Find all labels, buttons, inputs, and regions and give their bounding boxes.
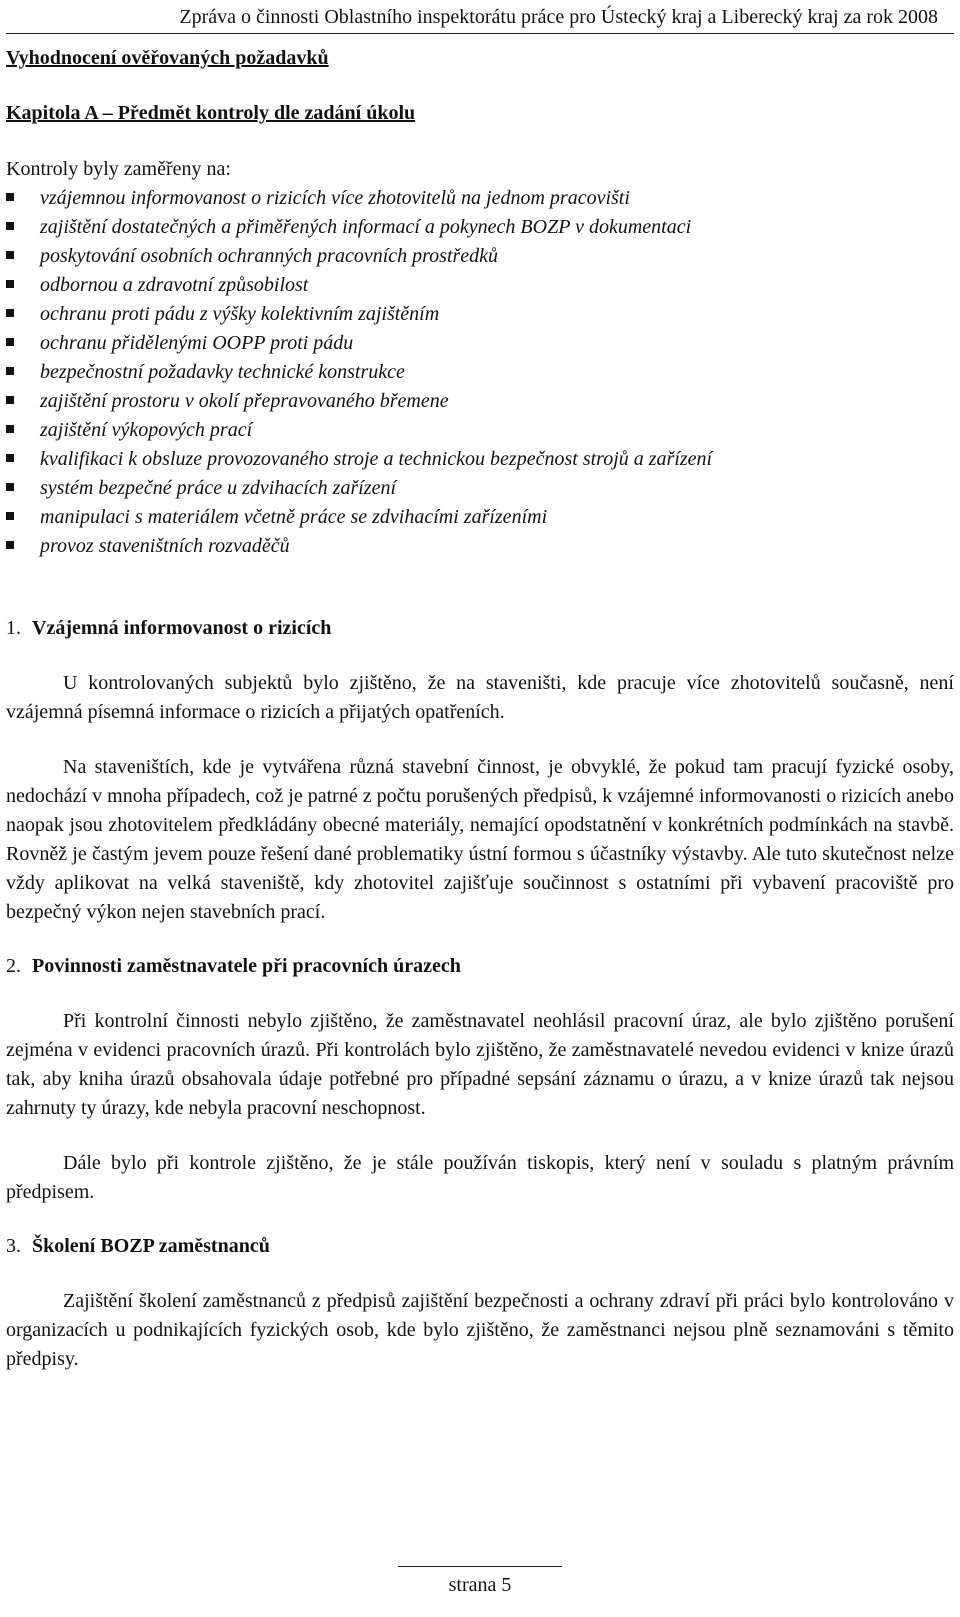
list-item [6, 503, 954, 532]
section-2 [6, 952, 954, 1207]
section-3 [6, 1232, 954, 1374]
square-bullet-icon [6, 425, 14, 433]
footer-divider [398, 1566, 562, 1567]
paragraph: Dále bylo při kontrole zjištěno, že je stále používán tiskopis, který není v souladu s platným právním předpisem. [6, 1152, 954, 1203]
paragraph: Zajištění školení zaměstnanců z předpisů zajištění bezpečnosti a ochrany zdraví při práci bylo kontrolováno v organizacích u podnikajících fyzických osob, kde bylo zjištěno, že zaměstnanci nejsou plně seznamováni s těmito předpisy. [6, 1290, 954, 1370]
square-bullet-icon [6, 222, 14, 230]
list-item [6, 213, 954, 242]
list-item-text: zajištění dostatečných a přiměřených informací a pokynech BOZP v dokumentaci [40, 216, 692, 238]
section-heading [6, 1232, 954, 1261]
list-item [6, 184, 954, 213]
list-item-text: zajištění prostoru v okolí přepravovaného břemene [40, 390, 449, 412]
list-item [6, 242, 954, 271]
square-bullet-icon [6, 541, 14, 549]
list-item-text: manipulaci s materiálem včetně práce se zdvihacími zařízeními [40, 506, 548, 528]
square-bullet-icon [6, 309, 14, 317]
list-item-text: odbornou a zdravotní způsobilost [40, 274, 309, 296]
section-heading [6, 614, 954, 643]
intro-text: Kontroly byly zaměřeny na: [6, 158, 231, 180]
list-item [6, 416, 954, 445]
page-number: strana 5 [448, 1574, 512, 1596]
square-bullet-icon [6, 367, 14, 375]
section-1 [6, 614, 954, 927]
list-item-text: ochranu proti pádu z výšky kolektivním zajištěním [40, 303, 440, 325]
list-item-text: zajištění výkopových prací [40, 419, 253, 441]
list-item [6, 271, 954, 300]
section-title: Vzájemná informovanost o rizicích [32, 617, 332, 639]
section-title: Povinnosti zaměstnavatele při pracovních úrazech [32, 955, 461, 977]
list-item-text: provoz staveništních rozvaděčů [40, 535, 290, 557]
chapter-heading: Kapitola A – Předmět kontroly dle zadání úkolu [6, 102, 416, 124]
section-title: Školení BOZP zaměstnanců [32, 1235, 270, 1257]
list-item-text: bezpečnostní požadavky technické konstrukce [40, 361, 405, 383]
list-item-text: poskytování osobních ochranných pracovních prostředků [40, 245, 499, 267]
square-bullet-icon [6, 193, 14, 201]
paragraph: Při kontrolní činnosti nebylo zjištěno, že zaměstnavatel neohlásil pracovní úraz, ale bylo zjištěno porušení zejména v evidenci pracovních úrazů. Při kontrolách bylo zjištěno, že zaměstnavatelé nevedou evidenci v knize úrazů tak, aby kniha úrazů obsahovala údaje potřebné pro případné sepsání záznamu o úrazu, a v knize úrazů tak nejsou zahrnuty ty úrazy, kde nebyla pracovní neschopnost. [6, 1010, 954, 1119]
header-divider [6, 33, 954, 34]
list-item-text: ochranu přidělenými OOPP proti pádu [40, 332, 354, 354]
section-number: 2. [6, 955, 21, 977]
section-number: 3. [6, 1235, 21, 1257]
list-item-text: vzájemnou informovanost o rizicích více zhotovitelů na jednom pracovišti [40, 187, 630, 209]
page-content [6, 44, 954, 1374]
square-bullet-icon [6, 280, 14, 288]
square-bullet-icon [6, 396, 14, 404]
list-item [6, 358, 954, 387]
list-item [6, 300, 954, 329]
running-header: Zpráva o činnosti Oblastního inspektorátu práce pro Ústecký kraj a Liberecký kraj za rok 2008 [179, 6, 938, 28]
paragraph: Na staveništích, kde je vytvářena různá stavební činnost, je obvyklé, že pokud tam pracují fyzické osoby, nedochází v mnoha případech, což je patrné z počtu porušených předpisů, k vzájemné informovanosti o rizicích anebo naopak jsou zhotovitelem předkládány obecné materiály, nemající opodstatnění v konkrétních podmínkách na stavbě. Rovněž je častým jevem pouze řešení dané problematiky ústní formou s účastníky výstavby. Ale tuto skutečnost nelze vždy aplikovat na velká staveniště, kdy zhotovitel zajišťuje součinnost s ostatními při vybavení pracoviště pro bezpečný výkon nejen stavebních prací. [6, 756, 954, 923]
list-item-text: kvalifikaci k obsluze provozovaného stroje a technickou bezpečnost strojů a zařízení [40, 448, 713, 470]
checks-list [6, 184, 954, 561]
section-heading [6, 952, 954, 981]
list-item [6, 329, 954, 358]
paragraph: U kontrolovaných subjektů bylo zjištěno, že na staveništi, kde pracuje více zhotovitelů současně, není vzájemná písemná informace o rizicích a přijatých opatřeních. [6, 672, 954, 723]
list-item [6, 387, 954, 416]
list-item-text: systém bezpečné práce u zdvihacích zařízení [40, 477, 397, 499]
list-item [6, 445, 954, 474]
square-bullet-icon [6, 483, 14, 491]
square-bullet-icon [6, 251, 14, 259]
evaluation-heading: Vyhodnocení ověřovaných požadavků [6, 47, 329, 69]
list-item [6, 474, 954, 503]
square-bullet-icon [6, 338, 14, 346]
list-item [6, 532, 954, 561]
section-number: 1. [6, 617, 21, 639]
square-bullet-icon [6, 512, 14, 520]
square-bullet-icon [6, 454, 14, 462]
